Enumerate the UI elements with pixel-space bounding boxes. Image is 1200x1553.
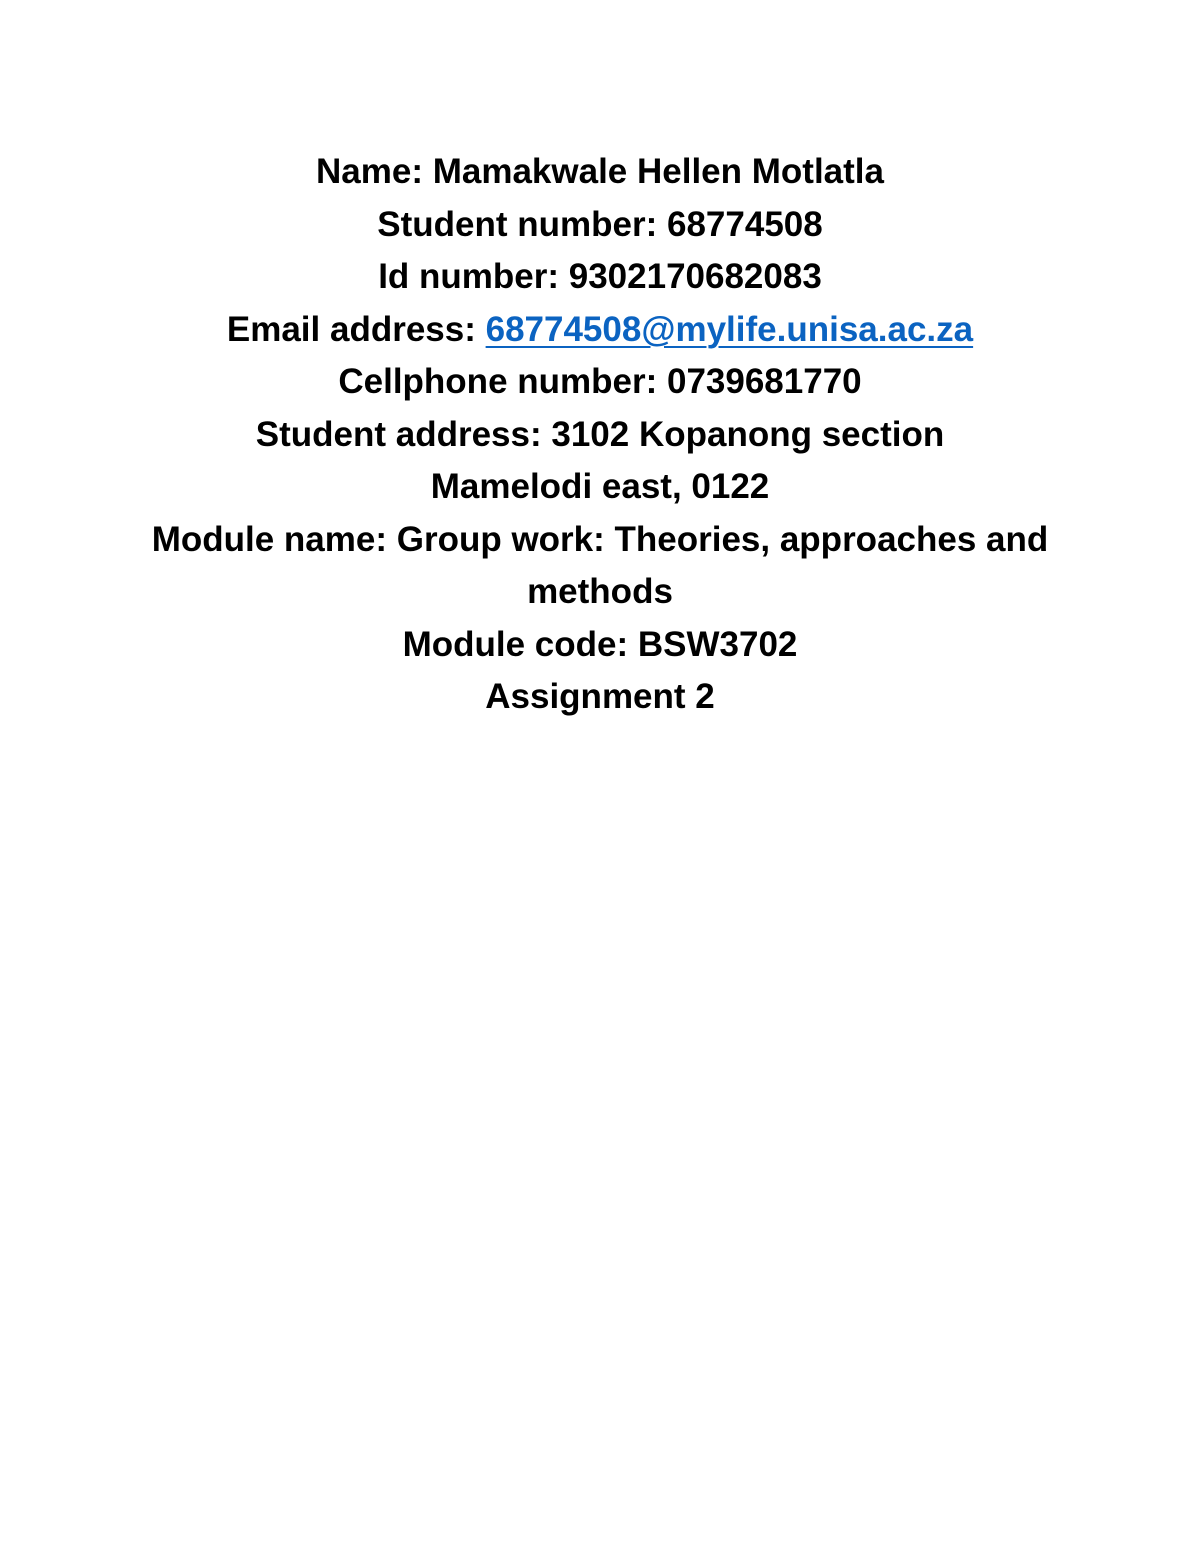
email-address-line (140, 304, 1060, 357)
student-address-line-1: Student address: 3102 Kopanong section (255, 414, 945, 454)
module-name: Module name: Group work: Theories, approaches and methods (151, 519, 1049, 611)
student-name: Name: Mamakwale Hellen Motlatla (316, 152, 884, 191)
email-link[interactable]: 68774508@mylife.unisa.ac.za (485, 309, 974, 349)
module-code: Module code: BSW3702 (402, 624, 798, 664)
assignment-title: Assignment 2 (485, 677, 715, 716)
student-number: Student number: 68774508 (377, 204, 823, 244)
email-label: Email address: (226, 309, 486, 349)
id-number: Id number: 9302170682083 (378, 257, 822, 296)
cover-details (140, 146, 1060, 724)
cellphone-number: Cellphone number: 0739681770 (338, 362, 862, 401)
student-address-line-2: Mamelodi east, 0122 (430, 467, 770, 506)
